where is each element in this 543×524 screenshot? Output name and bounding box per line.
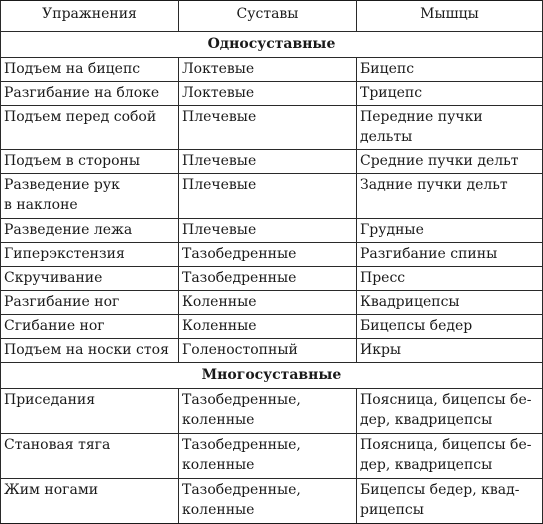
table-row — [1, 219, 543, 243]
table-row — [1, 106, 543, 150]
cell-joints: Голеностопный — [179, 339, 357, 363]
section-row — [1, 363, 543, 389]
cell-muscles: Бицепс — [357, 58, 543, 82]
cell-muscles: Квадрицепсы — [357, 291, 543, 315]
table-row — [1, 82, 543, 106]
table-row — [1, 58, 543, 82]
cell-exercise: Гиперэкстензия — [1, 243, 179, 267]
section-row — [1, 32, 543, 58]
cell-exercise: Жим ногами — [1, 479, 179, 524]
cell-muscles: Икры — [357, 339, 543, 363]
cell-muscles: Задние пучки дельт — [357, 174, 543, 219]
cell-muscles: Передние пучки дельты — [357, 106, 543, 150]
cell-joints: Тазобедренные, коленные — [179, 479, 357, 524]
cell-exercise: Скручивание — [1, 267, 179, 291]
cell-joints: Плечевые — [179, 219, 357, 243]
cell-joints: Локтевые — [179, 82, 357, 106]
table-row — [1, 434, 543, 479]
cell-exercise: Становая тяга — [1, 434, 179, 479]
cell-exercise: Подъем в стороны — [1, 150, 179, 174]
header-exercises: Упражнения — [1, 1, 179, 32]
cell-joints: Тазобедренные — [179, 243, 357, 267]
cell-joints: Локтевые — [179, 58, 357, 82]
table-row — [1, 243, 543, 267]
table-row — [1, 479, 543, 524]
cell-muscles: Пресс — [357, 267, 543, 291]
cell-joints: Коленные — [179, 291, 357, 315]
cell-muscles: Бицепсы бедер, квад- рицепсы — [357, 479, 543, 524]
cell-muscles: Грудные — [357, 219, 543, 243]
table-row — [1, 315, 543, 339]
cell-muscles: Трицепс — [357, 82, 543, 106]
table-row — [1, 150, 543, 174]
cell-exercise: Разведение лежа — [1, 219, 179, 243]
table-row — [1, 291, 543, 315]
cell-exercise: Приседания — [1, 389, 179, 434]
cell-joints: Тазобедренные, коленные — [179, 434, 357, 479]
cell-joints: Плечевые — [179, 174, 357, 219]
table-row — [1, 267, 543, 291]
table-row — [1, 389, 543, 434]
table-row — [1, 339, 543, 363]
header-joints: Суставы — [179, 1, 357, 32]
section-title: Многосуставные — [1, 363, 543, 389]
cell-muscles: Бицепсы бедер — [357, 315, 543, 339]
cell-exercise: Разгибание ног — [1, 291, 179, 315]
cell-exercise: Подъем на носки стоя — [1, 339, 179, 363]
cell-joints: Тазобедренные — [179, 267, 357, 291]
cell-exercise: Разгибание на блоке — [1, 82, 179, 106]
cell-muscles: Поясница, бицепсы бе- дер, квадрицепсы — [357, 434, 543, 479]
header-muscles: Мышцы — [357, 1, 543, 32]
cell-exercise: Подъем на бицепс — [1, 58, 179, 82]
cell-joints: Коленные — [179, 315, 357, 339]
cell-joints: Тазобедренные, коленные — [179, 389, 357, 434]
cell-joints: Плечевые — [179, 150, 357, 174]
cell-exercise: Разведение рук в наклоне — [1, 174, 179, 219]
table-body — [1, 32, 543, 524]
section-title: Односуставные — [1, 32, 543, 58]
cell-muscles: Разгибание спины — [357, 243, 543, 267]
table-header-row — [1, 1, 543, 32]
cell-muscles: Средние пучки дельт — [357, 150, 543, 174]
cell-exercise: Сгибание ног — [1, 315, 179, 339]
cell-joints: Плечевые — [179, 106, 357, 150]
table-row — [1, 174, 543, 219]
cell-muscles: Поясница, бицепсы бе- дер, квадрицепсы — [357, 389, 543, 434]
cell-exercise: Подъем перед собой — [1, 106, 179, 150]
